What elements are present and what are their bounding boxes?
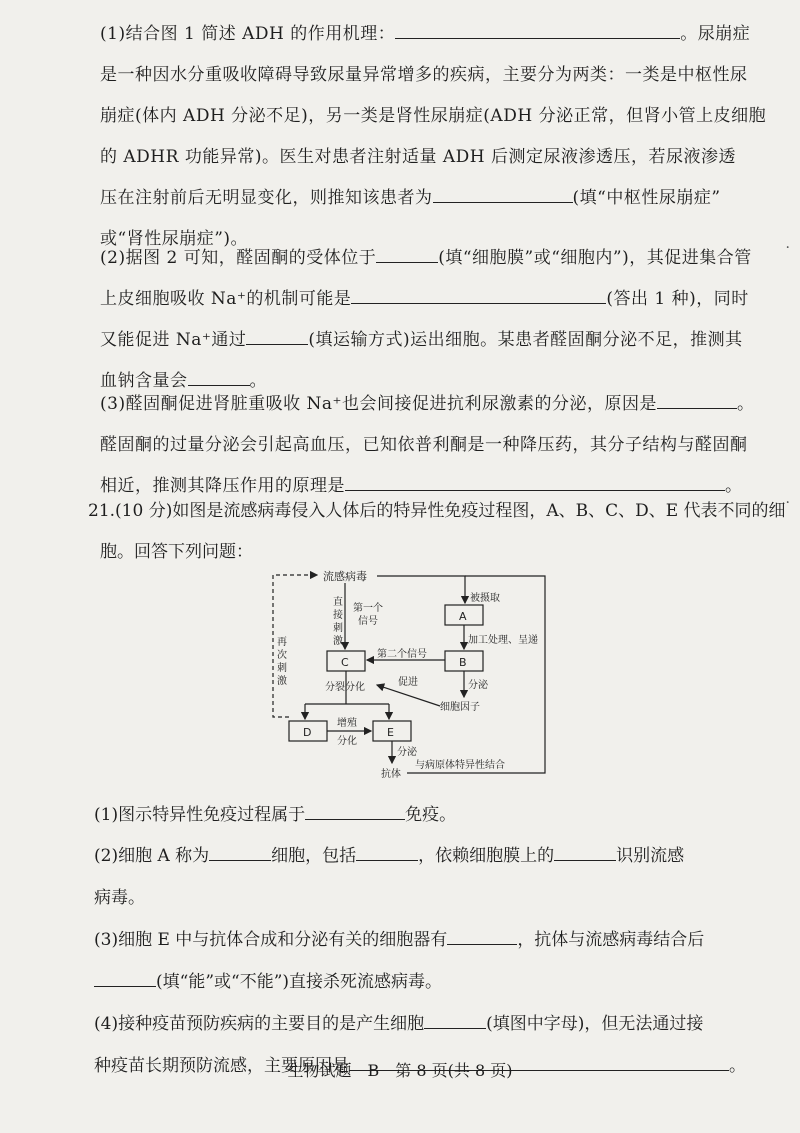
q20-1-text: 。尿崩症: [680, 24, 751, 44]
answer-blank[interactable]: [209, 842, 271, 861]
answer-blank[interactable]: [424, 1010, 486, 1029]
antibody-label: 抗体: [381, 769, 401, 780]
answer-blank[interactable]: [345, 472, 725, 491]
q21-3-text: ，抗体与流感病毒结合后: [517, 930, 705, 950]
proliferate-label: 增殖: [337, 718, 357, 729]
q21-2-text: ，依赖细胞膜上的: [418, 846, 555, 866]
restim-label-3: 刺: [277, 663, 287, 674]
promote-label: 促进: [398, 677, 418, 688]
q20-1-text: 的 ADHR 功能异常)。医生对患者注射适量 ADH 后测定尿液渗透压，若尿液渗透: [100, 147, 737, 167]
q21-4-text: (4)接种疫苗预防疾病的主要目的是产生细胞: [94, 1014, 425, 1034]
direct-stim-label-2: 接: [333, 610, 343, 621]
q21-4-text: 。: [729, 1056, 746, 1076]
q21-4-text: 种疫苗长期预防流感，主要原因是: [94, 1056, 349, 1076]
ingested-label: 被摄取: [470, 593, 500, 604]
q20-2-text: (2)据图 2 可知，醛固酮的受体位于: [100, 248, 377, 268]
q20-3-text: 。: [736, 394, 755, 414]
q20-2-text: 。: [249, 371, 267, 391]
restim-label-2: 次: [277, 650, 287, 661]
q21-2-text: (2)细胞 A 称为: [94, 846, 210, 866]
q21-2-text: 细胞，包括: [271, 846, 357, 866]
answer-blank[interactable]: [351, 285, 606, 304]
direct-stim-label-1: 直: [333, 597, 343, 608]
q20-3-text: 相近，推测其降压作用的原理是: [100, 476, 345, 496]
answer-blank[interactable]: [447, 926, 517, 945]
q21-3-text: (3)细胞 E 中与抗体合成和分泌有关的细胞器有: [94, 930, 448, 950]
q20-part2: [100, 238, 752, 402]
divide-diff-label: 分裂分化: [325, 682, 365, 693]
virus-label: 流感病毒: [323, 570, 367, 583]
q20-3-text: 。: [725, 476, 743, 496]
q21-1-text: 免疫。: [405, 805, 457, 825]
direct-stim-label-3: 刺: [333, 623, 343, 634]
answer-blank[interactable]: [94, 968, 156, 987]
edge-mark: ·: [785, 240, 790, 256]
q21-questions: [94, 795, 754, 1088]
q20-1-text: (填“中枢性尿崩症”: [572, 188, 721, 208]
secrete2-label: 分泌: [397, 747, 417, 758]
differentiate-label: 分化: [337, 736, 357, 747]
q20-2-text: 血钠含量会: [100, 371, 188, 391]
cell-b-label: B: [459, 656, 467, 669]
q20-1-text: (1)结合图 1 简述 ADH 的作用机理：: [100, 24, 396, 44]
answer-blank[interactable]: [657, 390, 737, 409]
page-footer: 生物试题 B 第 8 页(共 8 页): [287, 1061, 513, 1080]
first-signal-label: 信号: [358, 616, 378, 627]
answer-blank[interactable]: [395, 20, 680, 39]
answer-blank[interactable]: [246, 326, 308, 345]
secrete-label: 分泌: [468, 680, 488, 691]
cell-e-label: E: [387, 726, 394, 739]
q21-2-text: 识别流感: [616, 846, 685, 866]
q20-3-text: 醛固酮的过量分泌会引起高血压，已知依普利酮是一种降压药，其分子结构与醛固酮: [100, 435, 748, 455]
q21-intro: [88, 492, 786, 574]
q20-3-text: (3)醛固酮促进肾脏重吸收 Na⁺也会间接促进抗利尿激素的分泌，原因是: [100, 394, 657, 414]
cytokine-label: 细胞因子: [440, 702, 480, 713]
q20-1-text: 是一种因水分重吸收障碍导致尿量异常增多的疾病，主要分为两类：一类是中枢性尿: [100, 65, 748, 85]
q21-2-text: 病毒。: [94, 888, 145, 908]
q21-3-text: (填“能”或“不能”)直接杀死流感病毒。: [156, 972, 443, 992]
first-signal-label: 第一个: [353, 603, 383, 614]
q20-1-text: 压在注射前后无明显变化，则推知该患者为: [100, 188, 433, 208]
restim-label-1: 再: [277, 637, 287, 648]
answer-blank[interactable]: [356, 842, 418, 861]
cell-d-label: D: [303, 726, 312, 739]
q21-intro-line: 胞。回答下列问题：: [100, 542, 253, 562]
answer-blank[interactable]: [376, 244, 438, 263]
second-signal-label: 第二个信号: [377, 649, 427, 660]
cell-a-label: A: [459, 610, 467, 623]
q20-1-text: 或“肾性尿崩症”)。: [100, 229, 249, 249]
q21-1-text: (1)图示特异性免疫过程属于: [94, 805, 306, 825]
q21-intro-line: 21.(10 分)如图是流感病毒侵入人体后的特异性免疫过程图，A、B、C、D、E 代表不同的细: [88, 501, 786, 521]
cell-c-label: C: [341, 656, 349, 669]
q20-part1: [100, 14, 767, 260]
bind-pathogen-label: 与病原体特异性结合: [415, 760, 505, 771]
immune-process-diagram: [265, 567, 555, 785]
answer-blank[interactable]: [305, 801, 405, 820]
answer-blank[interactable]: [433, 184, 573, 203]
q20-2-text: 又能促进 Na⁺通过: [100, 330, 247, 350]
q20-2-text: 上皮细胞吸收 Na⁺的机制可能是: [100, 289, 352, 309]
edge-mark: ·: [785, 495, 790, 511]
q20-2-text: (填运输方式)运出细胞。某患者醛固酮分泌不足，推测其: [308, 330, 743, 350]
answer-blank[interactable]: [554, 842, 616, 861]
q20-1-text: 崩症(体内 ADH 分泌不足)，另一类是肾性尿崩症(ADH 分泌正常，但肾小管上皮细胞: [100, 106, 767, 126]
q20-part3: [100, 384, 755, 507]
q20-2-text: (填“细胞膜”或“细胞内”)，其促进集合管: [438, 248, 752, 268]
direct-stim-label-4: 激: [333, 636, 343, 647]
process-present-label: 加工处理、呈递: [468, 635, 538, 646]
q20-2-text: (答出 1 种)，同时: [606, 289, 749, 309]
restim-label-4: 激: [277, 676, 287, 687]
q21-4-text: (填图中字母)，但无法通过接: [486, 1014, 704, 1034]
